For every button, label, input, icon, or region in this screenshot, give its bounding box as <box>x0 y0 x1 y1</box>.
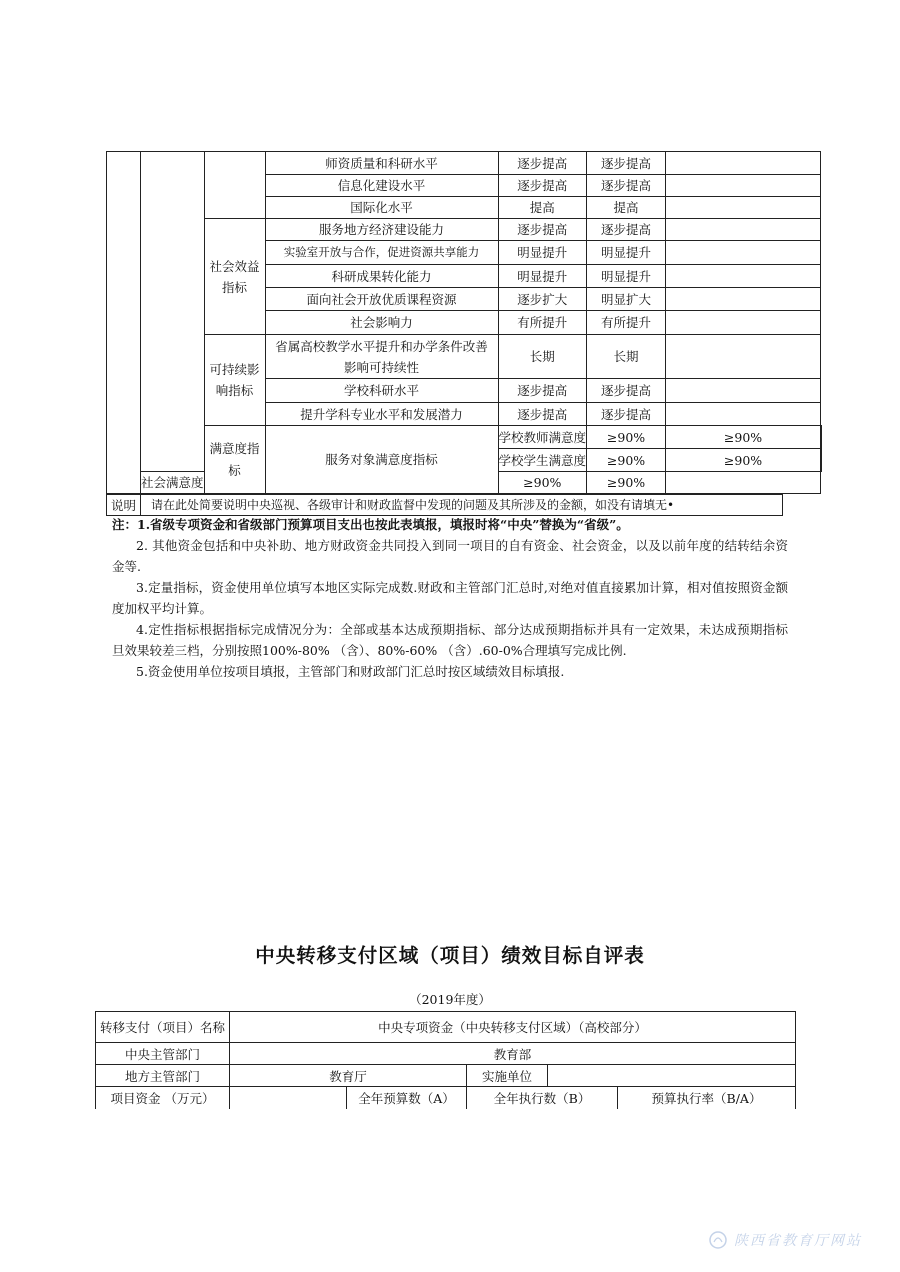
explanation-text: 请在此处简要说明中央巡视、各级审计和财政监督中发现的问题及其所涉及的金额，如没有请填无• <box>141 495 783 516</box>
indicator-cell: 省属高校教学水平提升和办学条件改善影响可持续性 <box>265 335 498 379</box>
blank-cell <box>666 219 821 241</box>
notes-section <box>112 514 788 682</box>
blank-level2-cell <box>141 152 205 472</box>
blank-cell <box>666 175 821 197</box>
blank-cell <box>666 472 821 494</box>
target-cell: 逐步提高 <box>498 219 587 241</box>
explanation-label: 说明 <box>107 495 141 516</box>
executed-label: 全年执行数（B） <box>467 1087 618 1109</box>
note-3: 3.定量指标，资金使用单位填写本地区实际完成数.财政和主管部门汇总时,对绝对值直接累加计算，相对值按照资金额度加权平均计算。 <box>112 580 788 616</box>
target-cell: 长期 <box>498 335 587 379</box>
actual-cell: 逐步提高 <box>587 403 666 426</box>
indicator-cell: 学校学生满意度 <box>498 449 587 472</box>
local-dept-label: 地方主管部门 <box>96 1065 230 1087</box>
social-benefit-label: 社会效益指标 <box>204 219 265 335</box>
target-cell: ≥90% <box>587 449 666 472</box>
blank-cell <box>666 403 821 426</box>
indicator-cell: 社会满意度 <box>141 472 205 494</box>
central-dept-label: 中央主管部门 <box>96 1043 230 1065</box>
note-5: 5.资金使用单位按项目填报，主管部门和财政部门汇总时按区域绩效目标填报. <box>136 664 565 679</box>
blank-cell <box>666 197 821 219</box>
service-satisfaction-label: 服务对象满意度指标 <box>265 426 498 494</box>
blank-cell <box>666 335 821 379</box>
indicator-cell: 信息化建设水平 <box>265 175 498 197</box>
actual-cell: ≥90% <box>587 472 666 494</box>
blank-cell <box>821 426 822 449</box>
target-cell: 逐步提高 <box>498 403 587 426</box>
actual-cell: 逐步提高 <box>587 219 666 241</box>
blank-cell <box>666 152 821 175</box>
indicator-cell: 国际化水平 <box>265 197 498 219</box>
budget-label: 全年预算数（A） <box>347 1087 467 1109</box>
target-cell: ≥90% <box>498 472 587 494</box>
seal-icon <box>708 1230 728 1250</box>
indicator-cell: 学校教师满意度 <box>498 426 587 449</box>
actual-cell: 提高 <box>587 197 666 219</box>
note-4: 4.定性指标根据指标完成情况分为：全部或基本达成预期指标、部分达成预期指标并具有一定效果，未达成预期指标 旦效果较差三档，分别按照100%-80% （含）、80%-60% （含）.60-0%合理填写完成比例. <box>112 622 788 658</box>
target-cell: ≥90% <box>587 426 666 449</box>
target-cell: 逐步扩大 <box>498 288 587 311</box>
blank-cell <box>666 265 821 288</box>
impl-unit-value <box>548 1065 796 1087</box>
sustainability-label: 可持续影响指标 <box>204 335 265 426</box>
actual-cell: 逐步提高 <box>587 379 666 403</box>
funds-blank-cell <box>230 1087 347 1109</box>
indicator-cell: 社会影响力 <box>265 311 498 335</box>
satisfaction-label: 满意度指标 <box>204 426 265 494</box>
target-cell: 有所提升 <box>498 311 587 335</box>
target-cell: 明显提升 <box>498 241 587 265</box>
blank-cell <box>666 379 821 403</box>
target-cell: 逐步提高 <box>498 152 587 175</box>
indicator-cell: 服务地方经济建设能力 <box>265 219 498 241</box>
indicator-cell: 师资质量和科研水平 <box>265 152 498 175</box>
actual-cell: ≥90% <box>666 426 821 449</box>
project-name-label: 转移支付（项目）名称 <box>96 1012 230 1043</box>
actual-cell: ≥90% <box>666 449 821 472</box>
self-evaluation-form <box>95 1011 796 1109</box>
target-cell: 逐步提高 <box>498 379 587 403</box>
execution-rate-label: 预算执行率（B/A） <box>618 1087 796 1109</box>
indicator-cell: 学校科研水平 <box>265 379 498 403</box>
actual-cell: 逐步提高 <box>587 152 666 175</box>
watermark-text: 陕西省教育厅网站 <box>734 1233 862 1249</box>
indicator-cell: 科研成果转化能力 <box>265 265 498 288</box>
blank-cell <box>666 311 821 335</box>
actual-cell: 明显扩大 <box>587 288 666 311</box>
project-name-value: 中央专项资金（中央转移支付区域）（高校部分） <box>230 1012 796 1043</box>
indicator-cell: 实验室开放与合作，促进资源共享能力 <box>265 241 498 265</box>
blank-cell <box>821 449 822 472</box>
actual-cell: 明显提升 <box>587 241 666 265</box>
note-2: 2. 其他资金包括和中央补助、地方财政资金共同投入到同一项目的自有资金、社会资金，以及以前年度的结转结余资金等. <box>112 538 788 574</box>
target-cell: 提高 <box>498 197 587 219</box>
blank-cell <box>666 288 821 311</box>
actual-cell: 明显提升 <box>587 265 666 288</box>
explanation-row-table <box>106 494 783 516</box>
blank-level1-cell <box>107 152 141 494</box>
performance-indicator-table <box>106 151 822 494</box>
blank-cell <box>666 241 821 265</box>
target-cell: 逐步提高 <box>498 175 587 197</box>
target-cell: 明显提升 <box>498 265 587 288</box>
funds-label: 项目资金 （万元） <box>96 1087 230 1109</box>
central-dept-value: 教育部 <box>230 1043 796 1065</box>
note-1: 注：1.省级专项资金和省级部门预算项目支出也按此表填报，填报时将“中央”替换为“省级”。 <box>112 517 629 532</box>
actual-cell: 逐步提高 <box>587 175 666 197</box>
local-dept-value: 教育厅 <box>230 1065 467 1087</box>
indicator-cell: 面向社会开放优质课程资源 <box>265 288 498 311</box>
blank-level3-cell <box>204 152 265 219</box>
actual-cell: 有所提升 <box>587 311 666 335</box>
form-title: 中央转移支付区域（项目）绩效目标自评表 <box>255 944 645 967</box>
impl-unit-label: 实施单位 <box>467 1065 548 1087</box>
form-year: （2019年度） <box>409 992 491 1007</box>
actual-cell: 长期 <box>587 335 666 379</box>
indicator-cell: 提升学科专业水平和发展潜力 <box>265 403 498 426</box>
site-watermark <box>708 1227 898 1253</box>
